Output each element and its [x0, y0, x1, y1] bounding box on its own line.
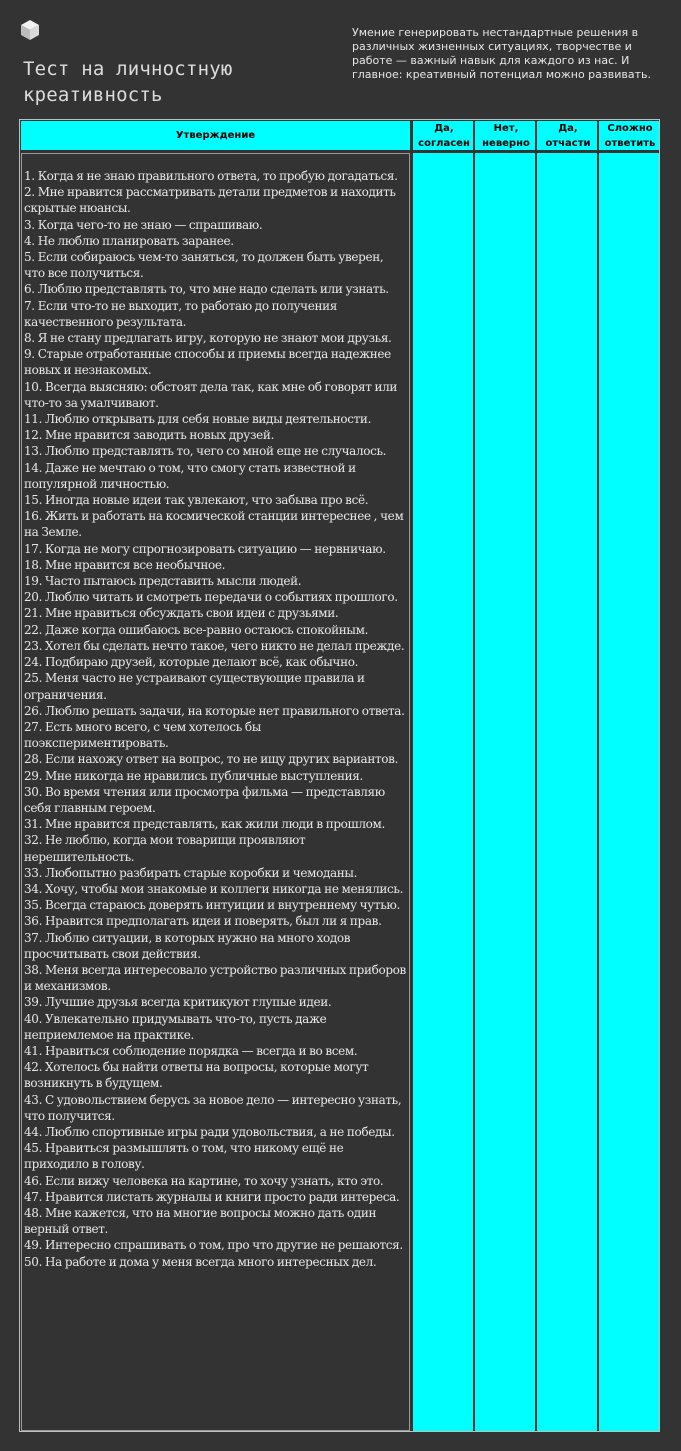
statement-item: 28. Если нахожу ответ на вопрос, то не ищу других вариантов. — [24, 752, 399, 767]
test-table — [19, 119, 660, 1432]
statement-item: 10. Всегда выясняю: обстоят дела так, как мне об говорят или что-то за умалчивают. — [24, 379, 398, 410]
statement-item: 50. На работе и дома у меня всегда много интересных дел. — [24, 1254, 377, 1269]
statement-item: 12. Мне нравится заводить новых друзей. — [24, 428, 275, 443]
answer-column-hard[interactable] — [599, 153, 659, 1431]
statement-item: 33. Любопытно разбирать старые коробки и чемоданы. — [24, 865, 358, 880]
statement-item: 34. Хочу, чтобы мои знакомые и коллеги никогда не менялись. — [24, 881, 404, 896]
statement-item: 23. Хотел бы сделать нечто такое, чего никто не делал прежде. — [24, 638, 405, 653]
page-title: Тест на личностную креативность — [23, 58, 233, 106]
column-header-partly-label: Да, отчасти — [545, 122, 591, 149]
statement-item: 41. Нравиться соблюдение порядка — всегда и во всем. — [24, 1043, 358, 1058]
answer-column-partly[interactable] — [537, 153, 597, 1431]
column-header-agree-label: Да, согласен — [418, 122, 470, 149]
statement-item: 17. Когда не могу спрогнозировать ситуацию — нервничаю. — [24, 541, 386, 556]
statement-item: 36. Нравится предполагать идеи и поверять, был ли я прав. — [24, 914, 382, 929]
statement-item: 4. Не люблю планировать заранее. — [24, 233, 234, 248]
statement-item: 18. Мне нравится все необычное. — [24, 557, 226, 572]
column-header-statement-label: Утверждение — [175, 130, 256, 141]
statement-item: 43. С удовольствием берусь за новое дело — интересно узнать, что получится. — [24, 1092, 402, 1123]
statement-item: 7. Если что-то не выходит, то работаю до получения качественного результата. — [24, 298, 338, 329]
statement-item: 15. Иногда новые идеи так увлекают, что забыва про всё. — [24, 493, 369, 508]
column-header-partly — [537, 121, 597, 150]
statement-item: 47. Нравится листать журналы и книги просто ради интереса. — [24, 1189, 400, 1204]
statement-item: 35. Всегда стараюсь доверять интуиции и внутреннему чутью. — [24, 898, 400, 913]
statements-cell — [21, 153, 410, 1431]
column-header-disagree — [475, 121, 535, 150]
statement-item: 31. Мне нравится представлять, как жили люди в прошлом. — [24, 817, 385, 832]
statement-item: 30. Во время чтения или просмотра фильма — представляю себя главным героем. — [24, 784, 385, 815]
answer-column-disagree[interactable] — [475, 153, 535, 1431]
statement-item: 46. Если вижу человека на картине, то хочу узнать, кто это. — [24, 1173, 384, 1188]
statement-item: 42. Хотелось бы найти ответы на вопросы, которые могут возникнуть в будущем. — [24, 1060, 369, 1091]
statement-item: 16. Жить и работать на космической станции интереснее , чем на Земле. — [24, 509, 404, 540]
statement-item: 1. Когда я не знаю правильного ответа, то пробую догадаться. — [24, 169, 398, 183]
column-header-hard-label: Сложно ответить — [604, 122, 656, 149]
statement-item: 22. Даже когда ошибаюсь все-равно остаюсь спокойным. — [24, 622, 369, 637]
statement-item: 39. Лучшие друзья всегда критикуют глупые идеи. — [24, 995, 332, 1010]
statement-item: 49. Интересно спрашивать о том, про что другие не решаются. — [24, 1238, 403, 1253]
statement-item: 26. Люблю решать задачи, на которые нет правильного ответа. — [24, 703, 405, 718]
statement-item: 40. Увлекательно придумывать что-то, пусть даже неприемлемое на практике. — [24, 1011, 327, 1042]
statement-item: 2. Мне нравится рассматривать детали предметов и находить скрытые нюансы. — [24, 185, 396, 216]
statement-item: 48. Мне кажется, что на многие вопросы можно дать один верный ответ. — [24, 1206, 377, 1237]
statement-item: 9. Старые отработанные способы и приемы всегда надежнее новых и незнакомых. — [24, 347, 391, 378]
statement-item: 24. Подбираю друзей, которые делают всё, как обычно. — [24, 655, 359, 670]
statement-item: 20. Люблю читать и смотреть передачи о событиях прошлого. — [24, 590, 398, 605]
statement-item: 45. Нравиться размышлять о том, что никому ещё не приходило в голову. — [24, 1141, 344, 1172]
statement-item: 3. Когда чего-то не знаю — спрашиваю. — [24, 217, 263, 232]
statement-item: 13. Люблю представлять то, чего со мной еще не случалось. — [24, 444, 387, 459]
statement-item: 27. Есть много всего, с чем хотелось бы поэкспериментировать. — [24, 719, 261, 751]
statement-list — [24, 168, 407, 1270]
statement-item: 11. Люблю открывать для себя новые виды деятельности. — [24, 412, 372, 427]
statement-item: 44. Люблю спортивные игры ради удовольствия, а не победы. — [24, 1124, 395, 1139]
column-header-statement — [21, 121, 410, 150]
statement-item: 32. Не люблю, когда мои товарищи проявляют нерешительность. — [24, 833, 306, 864]
statement-item: 25. Меня часто не устраивают существующие правила и ограничения. — [24, 671, 365, 702]
answer-column-agree[interactable] — [413, 153, 473, 1431]
column-header-agree — [413, 121, 473, 150]
statement-item: 29. Мне никогда не нравились публичные выступления. — [24, 768, 363, 783]
statement-item: 5. Если собираюсь чем-то заняться, то должен быть уверен, что все получиться. — [24, 250, 384, 281]
statement-item: 19. Часто пытаюсь представить мысли людей. — [24, 574, 302, 589]
cube-icon — [18, 18, 42, 42]
statement-item: 14. Даже не мечтаю о том, что смогу стать известной и популярной личностью. — [24, 460, 356, 491]
page-description: Умение генерировать нестандартные решения в различных жизненных ситуациях, творчестве и работе — важный навык для каждого из нас. И главное: креативный потенциал можно развивать. — [352, 26, 651, 81]
statement-item: 6. Люблю представлять то, что мне надо сделать или узнать. — [24, 282, 389, 297]
statement-item: 37. Люблю ситуации, в которых нужно на много ходов просчитывать свои действия. — [24, 930, 351, 961]
column-header-disagree-label: Нет, неверно — [482, 122, 530, 149]
statement-item: 38. Меня всегда интересовало устройство различных приборов и механизмов. — [24, 962, 406, 994]
statement-item: 21. Мне нравиться обсуждать свои идеи с друзьями. — [24, 606, 339, 621]
statement-item: 8. Я не стану предлагать игру, которую не знают мои друзья. — [24, 331, 392, 346]
column-header-hard — [599, 121, 659, 150]
